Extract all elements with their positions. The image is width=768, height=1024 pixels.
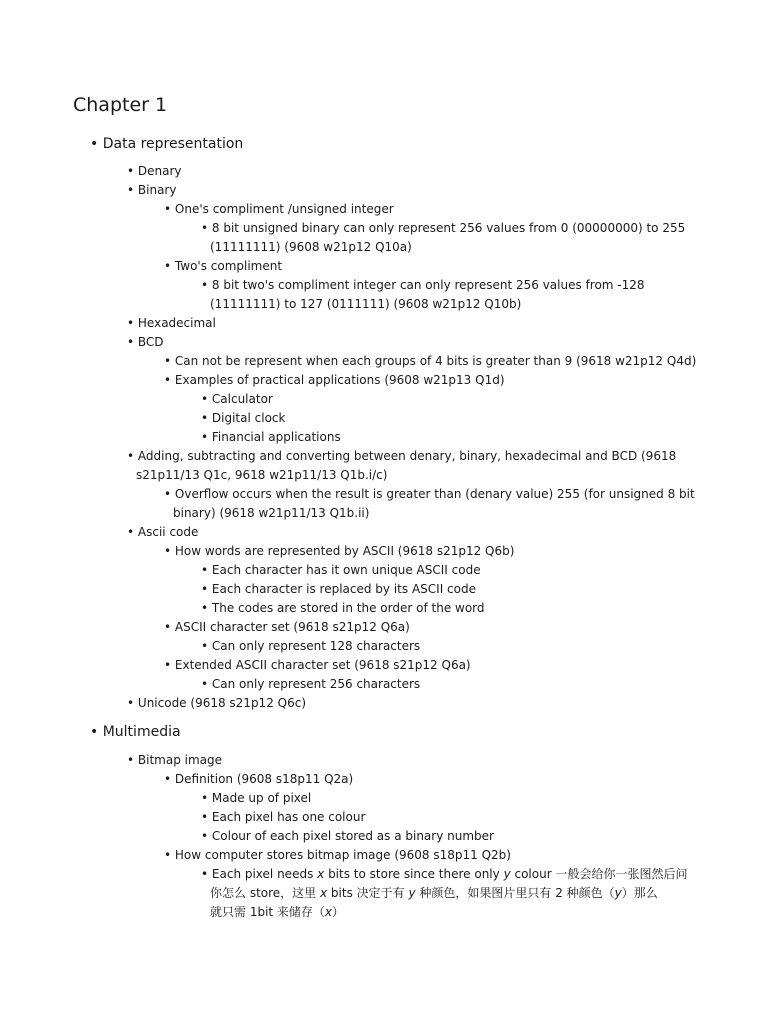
list-item-converting (127, 447, 676, 466)
item-text: BCD (137, 335, 164, 349)
heading-text: Data representation (102, 136, 244, 152)
text-part: ）那么 (621, 886, 658, 900)
list-item-overflow-cont: binary) (9618 w21p11/13 Q1b.ii) (173, 506, 370, 520)
item-text: Overflow occurs when the result is greater than (denary value) 255 (for unsigned 8 bit (174, 487, 695, 501)
bullet: • (164, 487, 172, 501)
bullet: • (90, 136, 99, 152)
bullet: • (164, 373, 172, 387)
bullet: • (201, 221, 209, 235)
section-heading-data-representation (90, 135, 243, 154)
item-text: 8 bit unsigned binary can only represent 256 values from 0 (00000000) to 255 (211, 221, 686, 235)
section-heading-multimedia (90, 723, 181, 742)
list-item-ascii-code (127, 523, 198, 542)
bullet: • (201, 639, 209, 653)
item-text: How words are represented by ASCII (9618 s21p12 Q6b) (174, 544, 515, 558)
list-item-twos-compliment (164, 257, 282, 276)
item-text: Ascii code (137, 525, 199, 539)
list-item-pixel-bits (201, 865, 687, 884)
item-text: Two's compliment (174, 259, 283, 273)
bullet: • (201, 278, 209, 292)
item-text: Each pixel has one colour (211, 810, 366, 824)
list-item-converting-cont: s21p11/13 Q1c, 9618 w21p11/13 Q1b.i/c) (136, 468, 388, 482)
list-item-bcd-note (164, 352, 696, 371)
bullet: • (201, 601, 209, 615)
item-text: Definition (9608 s18p11 Q2a) (174, 772, 354, 786)
bullet: • (127, 753, 135, 767)
page-title: Chapter 1 (73, 94, 168, 116)
variable-x: x (319, 886, 328, 900)
text-part: 你怎么 store，这里 (210, 886, 320, 900)
list-item-ascii-set-detail (201, 637, 420, 656)
variable-x: x (317, 867, 325, 881)
text-part: ） (332, 905, 345, 919)
bullet: • (127, 449, 135, 463)
bullet: • (164, 354, 172, 368)
list-item-bcd-examples (164, 371, 505, 390)
item-text: Can only represent 256 characters (211, 677, 421, 691)
text-part: 种颜色，如果图片里只有 2 种颜色（ (415, 886, 615, 900)
item-text: Calculator (211, 392, 273, 406)
list-item-bitmap-image (127, 751, 222, 770)
list-item-binary (127, 181, 176, 200)
list-item-ascii-set (164, 618, 410, 637)
item-text: Denary (137, 164, 182, 178)
item-text: Binary (137, 183, 177, 197)
list-item-made-up-of-pixel (201, 789, 311, 808)
text-part: Each pixel needs (211, 867, 318, 881)
bullet: • (201, 867, 209, 881)
item-text: Financial applications (211, 430, 341, 444)
list-item-pixel-one-colour (201, 808, 365, 827)
bullet: • (201, 810, 209, 824)
bullet: • (90, 724, 99, 740)
item-text: Bitmap image (137, 753, 223, 767)
item-text: ASCII character set (9618 s21p12 Q6a) (174, 620, 410, 634)
bullet: • (201, 582, 209, 596)
item-text: How computer stores bitmap image (9608 s18p11 Q2b) (174, 848, 511, 862)
bullet: • (201, 411, 209, 425)
list-item-calculator (201, 390, 273, 409)
bullet: • (201, 829, 209, 843)
item-text: Adding, subtracting and converting between denary, binary, hexadecimal and BCD (9618 (137, 449, 677, 463)
list-item-extended-ascii-detail (201, 675, 420, 694)
list-item-pixel-bits-cont-2 (210, 903, 344, 922)
list-item-ones-compliment (164, 200, 394, 219)
bullet: • (127, 335, 135, 349)
list-item-twos-detail (201, 276, 645, 295)
item-text: Examples of practical applications (9608 w21p13 Q1d) (174, 373, 505, 387)
variable-x: x (324, 905, 333, 919)
text-part: 就只需 1bit 来储存（ (210, 905, 325, 919)
bullet: • (164, 259, 172, 273)
list-item-extended-ascii (164, 656, 471, 675)
list-item-denary (127, 162, 182, 181)
list-item-overflow (164, 485, 695, 504)
variable-y: y (408, 886, 416, 900)
list-item-ones-detail-cont: (11111111) (9608 w21p12 Q10a) (210, 240, 412, 254)
list-item-bcd (127, 333, 164, 352)
item-text: Made up of pixel (211, 791, 312, 805)
bullet: • (201, 677, 209, 691)
list-item-ascii-word-3 (201, 599, 485, 618)
list-item-financial-applications (201, 428, 341, 447)
text-part: bits 决定于有 (327, 886, 409, 900)
list-item-ones-detail (201, 219, 685, 238)
list-item-pixel-binary-number (201, 827, 494, 846)
item-text: Each character has it own unique ASCII code (211, 563, 481, 577)
list-item-hexadecimal (127, 314, 216, 333)
item-text: Can only represent 128 characters (211, 639, 421, 653)
bullet: • (127, 183, 135, 197)
bullet: • (127, 525, 135, 539)
item-text: Unicode (9618 s21p12 Q6c) (137, 696, 306, 710)
list-item-definition (164, 770, 353, 789)
variable-y: y (614, 886, 622, 900)
text-part: bits to store since there only (324, 867, 504, 881)
item-text: One's compliment /unsigned integer (174, 202, 394, 216)
bullet: • (201, 791, 209, 805)
item-text: Hexadecimal (137, 316, 216, 330)
bullet: • (127, 164, 135, 178)
item-text: Each character is replaced by its ASCII code (211, 582, 476, 596)
item-text: Digital clock (211, 411, 286, 425)
bullet: • (164, 848, 172, 862)
list-item-digital-clock (201, 409, 285, 428)
variable-y: y (503, 867, 511, 881)
item-text: 8 bit two's compliment integer can only represent 256 values from -128 (211, 278, 645, 292)
list-item-ascii-words (164, 542, 514, 561)
item-text: The codes are stored in the order of the word (211, 601, 485, 615)
bullet: • (201, 430, 209, 444)
list-item-unicode (127, 694, 306, 713)
text-part: colour 一般会给你一张图然后问 (510, 867, 688, 881)
list-item-pixel-bits-cont-1 (210, 884, 658, 903)
item-text: Extended ASCII character set (9618 s21p12 Q6a) (174, 658, 471, 672)
list-item-how-stores (164, 846, 511, 865)
list-item-ascii-word-2 (201, 580, 476, 599)
bullet: • (127, 316, 135, 330)
list-item-ascii-word-1 (201, 561, 481, 580)
bullet: • (164, 202, 172, 216)
bullet: • (127, 696, 135, 710)
bullet: • (201, 563, 209, 577)
heading-text: Multimedia (102, 724, 181, 740)
bullet: • (201, 392, 209, 406)
bullet: • (164, 658, 172, 672)
list-item-twos-detail-cont: (11111111) to 127 (0111111) (9608 w21p12 Q10b) (210, 297, 522, 311)
bullet: • (164, 544, 172, 558)
item-text: Can not be represent when each groups of 4 bits is greater than 9 (9618 w21p12 Q4d) (174, 354, 697, 368)
bullet: • (164, 620, 172, 634)
bullet: • (164, 772, 172, 786)
item-text: Colour of each pixel stored as a binary number (211, 829, 494, 843)
